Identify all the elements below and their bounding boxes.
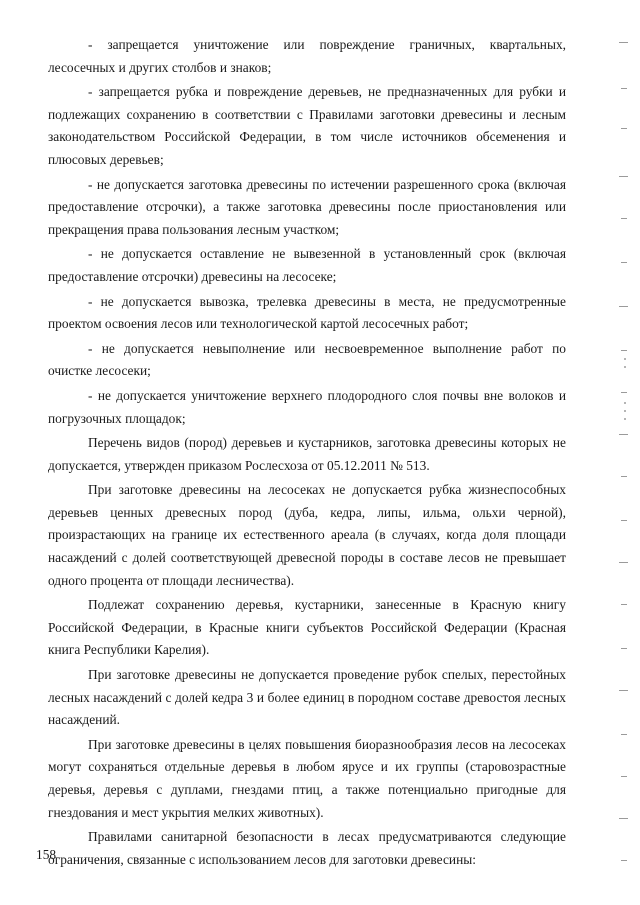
paragraph-red-book: Подлежат сохранению деревья, кустарники, занесенные в Красную книгу Российской Федерации, в Красные книги субъектов Российской Федерации (Красная книга Республики Карелия). — [48, 597, 566, 658]
document-body — [48, 34, 566, 871]
paragraph-boundary-markers: - запрещается уничтожение или повреждение граничных, квартальных, лесосечных и других столбов и знаков; — [48, 37, 566, 75]
paragraph-tree-felling-prohibition: - запрещается рубка и повреждение деревьев, не предназначенных для рубки и подлежащих сохранению в соответствии с Правилами заготовки древесины и лесным законодательством Российской Федерации, в том числе источников обсеменения и плюсовых деревьев; — [48, 84, 566, 167]
paragraph-skidding-places: - не допускается вывозка, трелевка древесины в места, не предусмотренные проектом освоения лесов или технологической картой лесосечных работ; — [48, 293, 566, 332]
paragraph-species-list: Перечень видов (пород) деревьев и кустарников, заготовка древесины которых не допускается, утвержден приказом Рослесхоза от 05.12.2011 № 513. — [48, 435, 566, 473]
paragraph-topsoil: - не допускается уничтожение верхнего плодородного слоя почвы вне волоков и погрузочных площадок; — [48, 387, 566, 426]
page-number: 158 — [36, 847, 57, 862]
paragraph-expired-term: - не допускается заготовка древесины по истечении разрешенного срока (включая предоставление отсрочки), а также заготовка древесины после приостановления или прекращения права пользования лесным участком; — [48, 176, 566, 237]
paragraph-biodiversity: При заготовке древесины в целях повышения биоразнообразия лесов на лесосеках могут сохраняться отдельные деревья в любом ярусе и их группы (старовозрастные деревья, деревья с дуплами, гнездами птиц, а также потенциально пригодные для гнездования и мест укрытия мелких животных). — [48, 736, 566, 820]
paragraph-cedar-stands: При заготовке древесины не допускается проведение рубок спелых, перестойных лесных насаждений с долей кедра 3 и более единиц в породном составе древостоя лесных насаждений. — [48, 667, 566, 728]
paragraph-cleanup-works: - не допускается невыполнение или несвоевременное выполнение работ по очистке лесосеки; — [48, 340, 566, 379]
paragraph-valuable-species: При заготовке древесины на лесосеках не допускается рубка жизнеспособных деревьев ценных древесных пород (дуба, кедра, липы, ильма, ольхи черной), произрастающих на границе их естественного ареала (в случаях, когда доля площади насаждений с долей соответствующей древесной породы в составе лесов не превышает одного процента от площади лесничества). — [48, 482, 566, 588]
paragraph-unremoved-timber: - не допускается оставление не вывезенной в установленный срок (включая предоставление отсрочки) древесины на лесосеке; — [48, 246, 566, 284]
paragraph-sanitary-rules: Правилами санитарной безопасности в лесах предусматриваются следующие ограничения, связанные с использованием лесов для заготовки древесины: — [48, 829, 566, 867]
